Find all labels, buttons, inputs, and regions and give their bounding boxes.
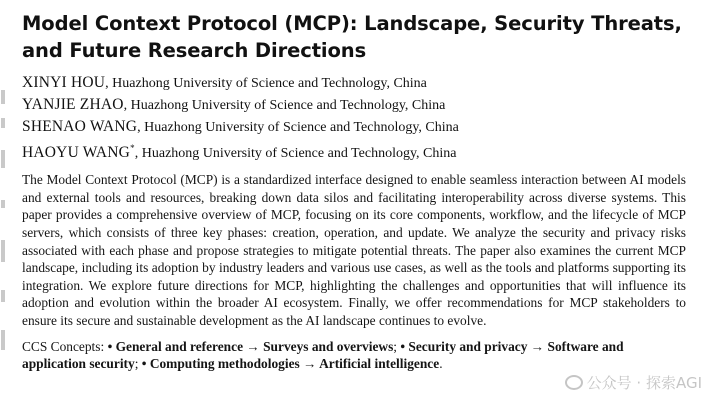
- author-name: [22, 144, 135, 161]
- author-entry: [22, 116, 686, 138]
- margin-mark: [1, 330, 5, 350]
- watermark-text: 公众号 · 探索AGI: [586, 374, 702, 392]
- author-affiliation: , Huazhong University of Science and Technology, China: [134, 146, 457, 162]
- author-entry: [22, 94, 686, 116]
- author-name: YANJIE ZHAO: [22, 96, 124, 113]
- ccs-concept: • Security and privacy → Software and application security: [22, 338, 624, 372]
- author-name: XINYI HOU: [22, 74, 106, 91]
- watermark: [565, 372, 702, 393]
- paper-page: [22, 10, 686, 373]
- abstract: The Model Context Protocol (MCP) is a standardized interface designed to enable seamless interaction between AI models and external tools and resources, breaking down data silos and facilitating interoperability across diverse systems. This paper provides a comprehensive overview of MCP, focusing on its core components, workflow, and the lifecycle of MCP servers, which consists of three key phases: creation, operation, and update. We analyze the security and privacy risks associated with each phase and propose strategies to mitigate potential threats. The paper also examines the current MCP landscape, including its adoption by industry leaders and various use cases, as well as the tools and platforms supporting its integration. We explore future directions for MCP, highlighting the challenges and opportunities that will influence its adoption and evolution within the broader AI ecosystem. Finally, we offer recommendations for MCP stakeholders to ensure its secure and sustainable development as the AI landscape continues to evolve.: [22, 172, 686, 328]
- author-entry: [22, 72, 686, 94]
- margin-marks: [0, 90, 10, 390]
- ccs-separator: ;: [134, 356, 142, 372]
- author-list: [22, 72, 686, 164]
- ccs-concept: • General and reference → Surveys and overviews: [107, 338, 394, 354]
- ccs-concept: • Computing methodologies → Artificial intelligence: [141, 356, 440, 372]
- author-name-text: HAOYU WANG: [22, 144, 131, 162]
- ccs-separator: ;: [393, 338, 401, 354]
- ccs-end: .: [439, 356, 443, 372]
- author-affiliation: , Huazhong University of Science and Technology, China: [137, 120, 459, 135]
- author-affiliation: , Huazhong University of Science and Technology, China: [123, 98, 446, 113]
- corresponding-marker: *: [130, 143, 135, 153]
- ccs-concepts: [22, 338, 686, 373]
- ccs-label: CCS Concepts:: [22, 338, 108, 354]
- author-entry: [22, 138, 686, 164]
- margin-mark: [1, 240, 5, 262]
- author-affiliation: , Huazhong University of Science and Technology, China: [105, 76, 427, 91]
- wechat-icon: [565, 375, 583, 390]
- paper-title: Model Context Protocol (MCP): Landscape, Security Threats, and Future Research Directions: [22, 12, 682, 62]
- margin-mark: [1, 290, 5, 302]
- author-name: SHENAO WANG: [22, 118, 138, 135]
- margin-mark: [1, 118, 5, 128]
- margin-mark: [1, 90, 5, 104]
- margin-mark: [1, 150, 5, 168]
- margin-mark: [1, 200, 5, 208]
